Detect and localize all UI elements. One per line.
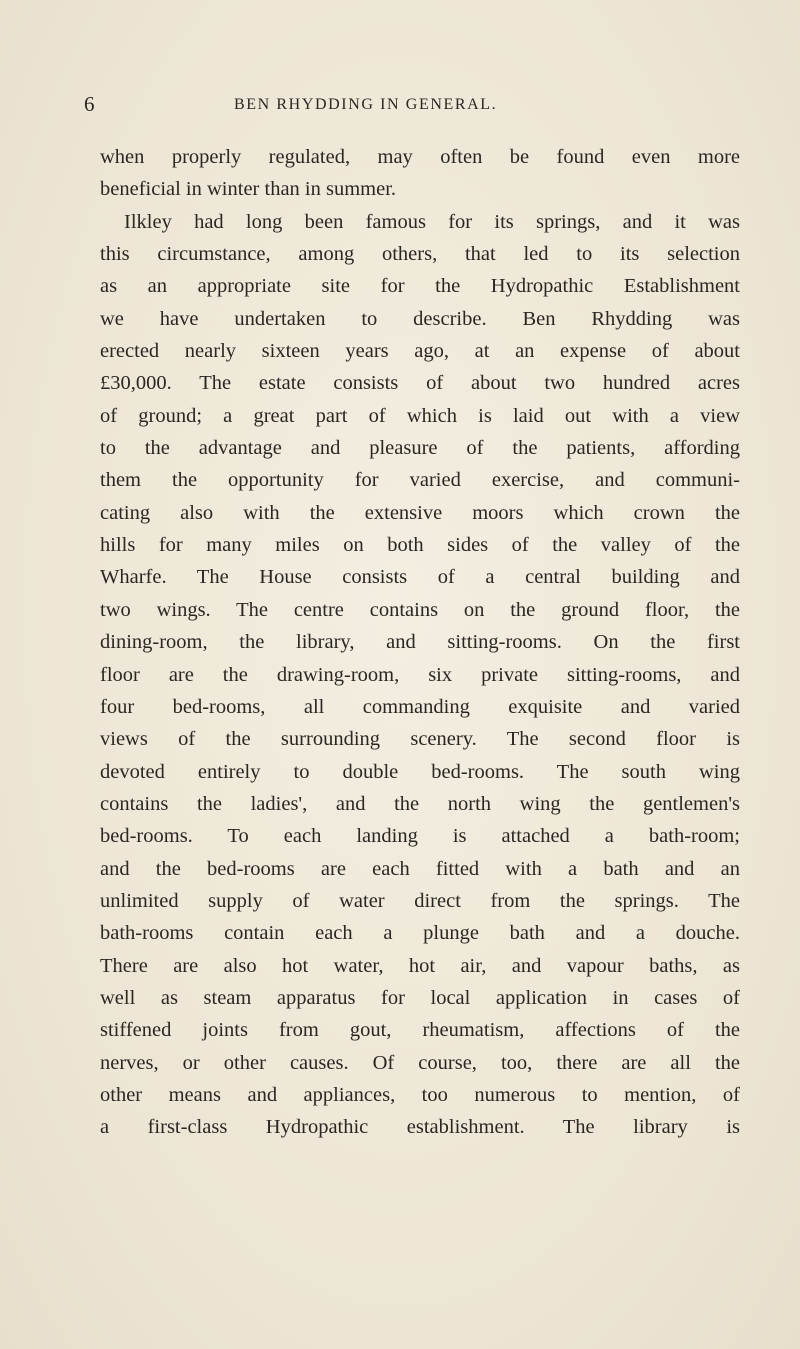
text-line: and the bed-rooms are each fitted with a bath and an bbox=[100, 857, 740, 880]
text-line: a first-class Hydropathic establishment. The library is bbox=[100, 1116, 740, 1139]
text-line: hills for many miles on both sides of the valley of the bbox=[100, 534, 740, 557]
running-title: BEN RHYDDING IN GENERAL. bbox=[234, 96, 498, 113]
text-line: unlimited supply of water direct from the springs. The bbox=[100, 889, 740, 912]
text-line: £30,000. The estate consists of about two hundred acres bbox=[100, 372, 740, 395]
page-number: 6 bbox=[84, 92, 95, 116]
text-line: them the opportunity for varied exercise, and communi- bbox=[100, 469, 740, 492]
text-line: stiffened joints from gout, rheumatism, affections of the bbox=[100, 1019, 740, 1042]
text-line: views of the surrounding scenery. The second floor is bbox=[100, 728, 740, 751]
text-line: four bed-rooms, all commanding exquisite and varied bbox=[100, 695, 740, 718]
text-line: to the advantage and pleasure of the patients, affording bbox=[100, 437, 740, 460]
text-line: bed-rooms. To each landing is attached a bath-room; bbox=[100, 825, 740, 848]
text-line: well as steam apparatus for local application in cases of bbox=[100, 986, 740, 1009]
text-line: devoted entirely to double bed-rooms. The south wing bbox=[100, 760, 740, 783]
text-line: as an appropriate site for the Hydropathic Establishment bbox=[100, 275, 740, 298]
text-line: we have undertaken to describe. Ben Rhydding was bbox=[100, 307, 740, 330]
text-line: beneficial in winter than in summer. bbox=[100, 178, 397, 201]
text-line: when properly regulated, may often be found even more bbox=[100, 146, 740, 168]
text-line: two wings. The centre contains on the ground floor, the bbox=[100, 598, 740, 621]
text-line: Wharfe. The House consists of a central building and bbox=[100, 566, 740, 589]
text-line: contains the ladies', and the north wing the gentlemen's bbox=[100, 792, 740, 815]
text-line: erected nearly sixteen years ago, at an expense of about bbox=[100, 340, 740, 363]
text-line: Ilkley had long been famous for its springs, and it was bbox=[124, 210, 740, 233]
text-line: cating also with the extensive moors which crown the bbox=[100, 501, 740, 524]
text-line: other means and appliances, too numerous to mention, of bbox=[100, 1083, 740, 1106]
body-text bbox=[100, 141, 740, 1144]
text-line: this circumstance, among others, that led to its selection bbox=[100, 243, 740, 266]
text-line: bath-rooms contain each a plunge bath and a douche. bbox=[100, 922, 740, 945]
page-header bbox=[0, 92, 800, 122]
text-line: There are also hot water, hot air, and vapour baths, as bbox=[100, 954, 740, 977]
text-line: floor are the drawing-room, six private sitting-rooms, and bbox=[100, 663, 740, 686]
text-line: of ground; a great part of which is laid out with a view bbox=[100, 404, 740, 427]
text-line: nerves, or other causes. Of course, too, there are all the bbox=[100, 1051, 740, 1074]
text-line: dining-room, the library, and sitting-rooms. On the first bbox=[100, 631, 740, 654]
